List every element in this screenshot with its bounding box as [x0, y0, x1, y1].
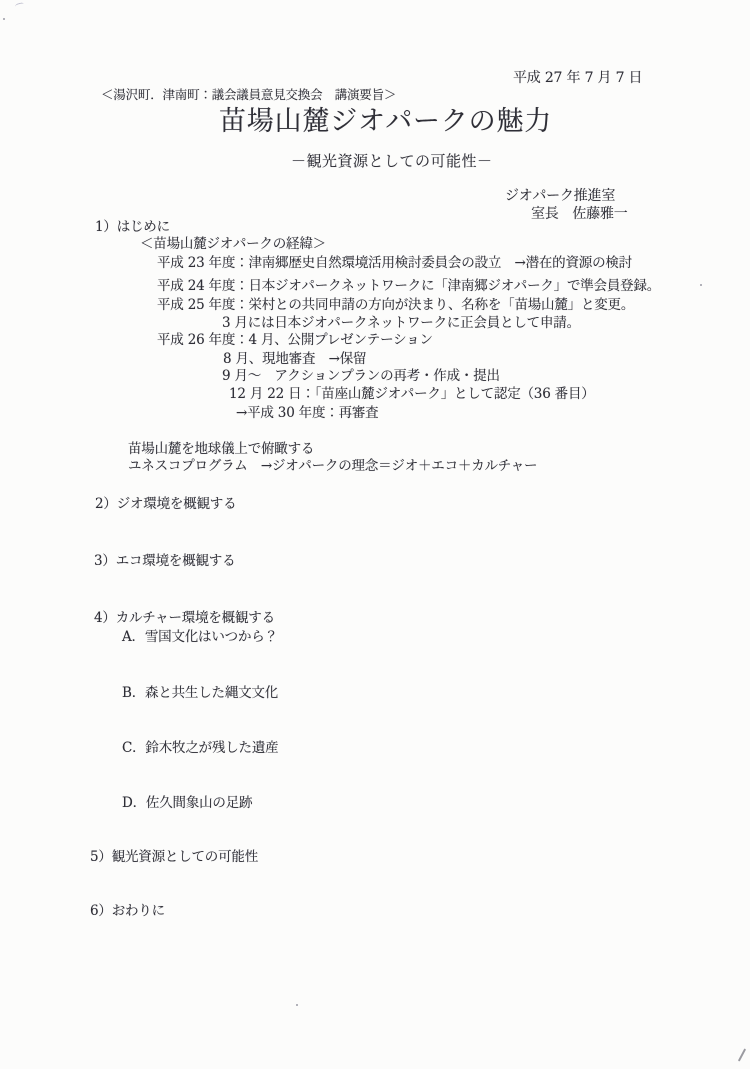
section5-heading: 5）観光資源としての可能性 [90, 849, 258, 865]
section2-heading: 2）ジオ環境を概観する [95, 496, 237, 512]
section1-note-unesco: ユネスコプログラム →ジオパークの理念＝ジオ＋エコ＋カルチャー [128, 458, 538, 474]
history-item-h26a: 平成 26 年度：4 月、公開プレゼンテーション [157, 332, 433, 348]
history-heading: ＜苗場山麓ジオパークの経緯＞ [140, 236, 326, 252]
section1-note-globe: 苗場山麓を地球儀上で俯瞰する [128, 441, 315, 457]
scan-artifact [738, 1048, 746, 1061]
history-item-h25b: 3 月には日本ジオパークネットワークに正会員として申請。 [222, 315, 580, 331]
history-item-h26d: 12 月 22 日：「苗座山麓ジオパーク」として認定（36 番目） [229, 386, 595, 402]
section6-heading: 6）おわりに [90, 903, 165, 919]
section1-heading: 1）はじめに [95, 219, 170, 235]
section4-item-a: A．雪国文化はいつから？ [122, 629, 278, 645]
section4-item-d: D．佐久間象山の足跡 [122, 795, 253, 811]
doc-subtitle: －観光資源としての可能性－ [291, 152, 493, 170]
section4-heading: 4）カルチャー環境を概観する [94, 610, 275, 626]
meeting-note: ＜湯沢町．津南町：議会議員意見交換会 講演要旨＞ [101, 87, 397, 102]
author-chief: 室長 佐藤雅一 [531, 206, 628, 222]
scan-speck [3, 18, 5, 20]
history-item-h26e: →平成 30 年度：再審査 [236, 405, 379, 421]
scan-artifact [15, 2, 25, 9]
scan-speck [296, 1004, 298, 1006]
section4-item-c: C．鈴木牧之が残した遺産 [122, 740, 279, 756]
history-item-h25a: 平成 25 年度：栄村との共同申請の方向が決まり、名称を「苗場山麓」と変更。 [157, 297, 635, 313]
history-item-h26c: 9 月～ アクションプランの再考・作成・提出 [222, 368, 500, 384]
history-item-h26b: 8 月、現地審査 →保留 [223, 351, 367, 367]
section3-heading: 3）エコ環境を概観する [94, 553, 236, 569]
author-office: ジオパーク推進室 [505, 188, 616, 204]
section4-item-b: B．森と共生した縄文文化 [122, 685, 279, 701]
scan-speck [700, 284, 702, 286]
history-item-h24: 平成 24 年度：日本ジオパークネットワークに「津南郷ジオパーク」で準会員登録。 [157, 278, 661, 294]
doc-title: 苗場山麓ジオパークの魅力 [219, 106, 553, 137]
doc-date: 平成 27 年 7 月 7 日 [513, 70, 643, 86]
history-item-h23: 平成 23 年度：津南郷歴史自然環境活用検討委員会の設立 →潜在的資源の検討 [157, 255, 632, 271]
